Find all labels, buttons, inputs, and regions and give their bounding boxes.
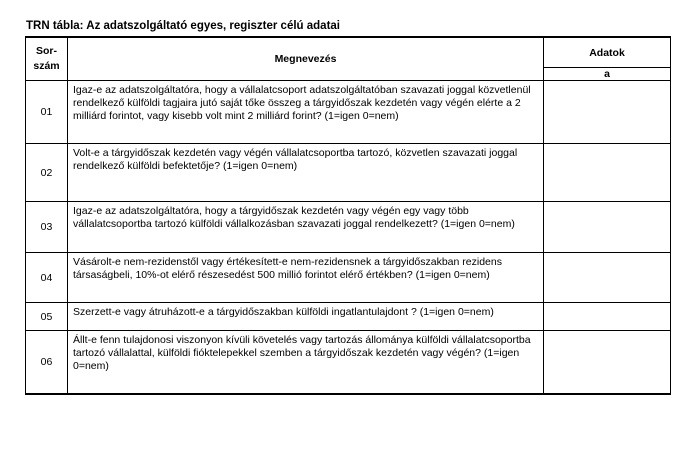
row-number: 05 <box>26 303 68 331</box>
header-adatok: Adatok <box>544 37 671 68</box>
table-row <box>26 144 671 202</box>
table-row <box>26 303 671 331</box>
row-value-cell[interactable] <box>544 303 671 331</box>
table-title: TRN tábla: Az adatszolgáltató egyes, regiszter célú adatai <box>26 20 340 32</box>
header-sorszam-line1: Sor- <box>36 45 57 57</box>
table-row <box>26 331 671 395</box>
row-number: 06 <box>26 331 68 395</box>
header-column-a: a <box>544 68 671 81</box>
row-value-cell[interactable] <box>544 144 671 202</box>
row-description: Igaz-e az adatszolgáltatóra, hogy a vállalatcsoport adatszolgáltatóban szavazati joggal közvetlenül rendelkező külföldi tagjaira jutó saját tőke összeg a tárgyidőszak kezdetén vagy végén elérte a 2 milliárd forintot, vagy kisebb volt mint 2 milliárd forint? (1=igen 0=nem) <box>68 81 544 144</box>
row-description: Igaz-e az adatszolgáltatóra, hogy a tárgyidőszak kezdetén vagy végén egy vagy több vállalatcsoportba tartozó külföldi vállalkozásban szavazati joggal rendelkezett? (1=igen 0=nem) <box>68 202 544 253</box>
row-number: 04 <box>26 253 68 303</box>
row-description: Szerzett-e vagy átruházott-e a tárgyidőszakban külföldi ingatlantulajdont ? (1=igen 0=nem) <box>68 303 544 331</box>
row-value-cell[interactable] <box>544 81 671 144</box>
row-value-cell[interactable] <box>544 253 671 303</box>
row-value-cell[interactable] <box>544 202 671 253</box>
header-sorszam <box>26 37 68 81</box>
row-description: Vásárolt-e nem-rezidenstől vagy értékesített-e nem-rezidensnek a tárgyidőszakban rezidens társaságbeli, 10%-ot elérő részesedést 500 millió forintot elérő értékben? (1=igen 0=nem) <box>68 253 544 303</box>
header-megnevezes: Megnevezés <box>68 37 544 81</box>
row-description: Volt-e a tárgyidőszak kezdetén vagy végén vállalatcsoportba tartozó, közvetlen szavazati joggal rendelkező külföldi befektetője? (1=igen 0=nem) <box>68 144 544 202</box>
trn-table <box>25 36 671 395</box>
table-row <box>26 202 671 253</box>
table-row <box>26 81 671 144</box>
row-description: Állt-e fenn tulajdonosi viszonyon kívüli követelés vagy tartozás állománya külföldi vállalatcsoportba tartozó vállalattal, külföldi fióktelepekkel szemben a tárgyidőszak kezdetén vagy végén? (1=igen 0=nem) <box>68 331 544 395</box>
row-number: 01 <box>26 81 68 144</box>
row-value-cell[interactable] <box>544 331 671 395</box>
row-number: 02 <box>26 144 68 202</box>
row-number: 03 <box>26 202 68 253</box>
header-sorszam-line2: szám <box>33 60 60 72</box>
table-row <box>26 253 671 303</box>
